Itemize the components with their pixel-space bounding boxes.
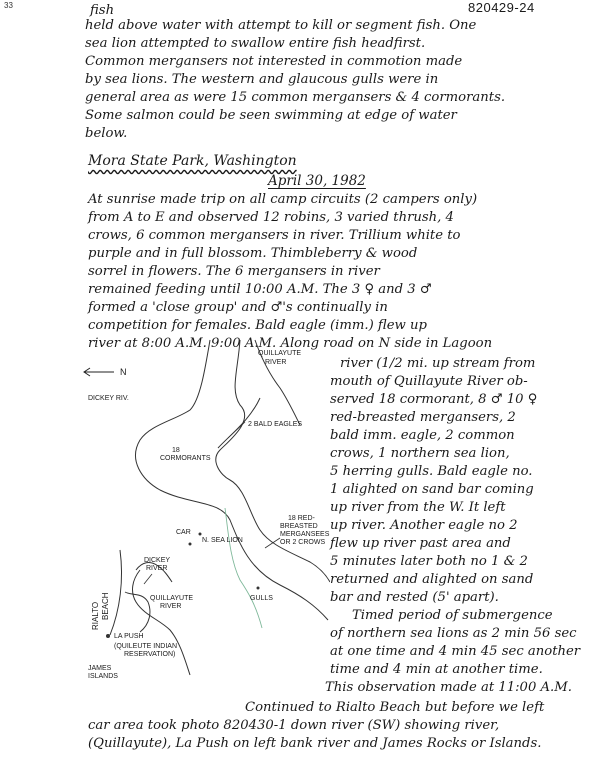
note-line: of northern sea lions as 2 min 56 sec <box>330 626 577 641</box>
river-bank-north <box>136 340 328 620</box>
eagle-arrow <box>228 422 245 438</box>
river-lower-bank <box>133 570 190 675</box>
gull-marker <box>257 587 260 590</box>
note-line: 5 herring gulls. Bald eagle no. <box>330 464 533 479</box>
map-rialto-1: RIALTO <box>91 601 100 630</box>
map-red-1: 18 RED- <box>288 515 315 522</box>
document-id: 820429-24 <box>468 0 535 15</box>
north-label: N <box>120 367 127 377</box>
map-gulls: GULLS <box>250 595 273 602</box>
river-map <box>80 330 330 692</box>
map-dickey-2: RIVER <box>146 565 168 572</box>
note-line: 1 alighted on sand bar coming <box>330 482 534 497</box>
map-car: CAR <box>176 529 191 536</box>
map-cormorants: CORMORANTS <box>160 455 211 462</box>
note-line: bar and rested (5' apart). <box>330 590 499 605</box>
note-line: time and 4 min at another time. <box>330 662 543 677</box>
note-line: mouth of Quillayute River ob- <box>330 374 528 389</box>
note-line: formed a 'close group' and ♂'s continually in <box>88 300 388 315</box>
map-james-2: ISLANDS <box>88 673 118 680</box>
note-line: red-breasted mergansers, 2 <box>330 410 516 425</box>
note-line: sea lion attempted to swallow entire fish headfirst. <box>85 36 426 51</box>
page-number: 33 <box>4 1 13 10</box>
map-river-top: RIVER <box>265 359 287 366</box>
map-indian-1: (QUILEUTE INDIAN <box>114 643 178 650</box>
note-line: held above water with attempt to kill or segment fish. One <box>85 18 477 33</box>
note-line: served 18 cormorant, 8 ♂ 10 ♀ <box>330 392 538 407</box>
map-quill-2: RIVER <box>160 603 182 610</box>
map-dickey-1: DICKEY <box>144 557 171 564</box>
note-line: Continued to Rialto Beach but before we left <box>245 700 545 715</box>
map-quill-1: QUILLAYUTE <box>150 595 194 602</box>
note-line: Some salmon could be seen swimming at edge of water <box>85 108 457 123</box>
note-line: up river. Another eagle no 2 <box>330 518 518 533</box>
merganser-arrow <box>265 538 280 548</box>
note-line: river at 8:00 A.M. 9:00 A.M. Along road on N side in Lagoon <box>88 336 493 351</box>
map-sea-lion: N. SEA LION <box>202 537 243 544</box>
note-line: 5 minutes later both no 1 & 2 <box>330 554 528 569</box>
note-line: Timed period of submergence <box>352 608 553 623</box>
map-james-1: JAMES <box>88 665 112 672</box>
note-line: flew up river past area and <box>330 536 511 551</box>
car-marker <box>189 543 192 546</box>
map-rialto-2: BEACH <box>101 592 110 620</box>
entry-date: April 30, 1982 <box>268 173 366 189</box>
map-red-3: MERGANSEES <box>280 531 330 538</box>
note-line: This observation made at 11:00 A.M. <box>325 680 572 695</box>
note-line: from A to E and observed 12 robins, 3 varied thrush, 4 <box>88 210 454 225</box>
la-push-marker <box>106 634 110 638</box>
sea-lion-marker <box>199 533 202 536</box>
note-line: below. <box>85 126 128 141</box>
note-line: At sunrise made trip on all camp circuits (2 campers only) <box>88 192 478 207</box>
map-red-4: OR 2 CROWS <box>280 539 326 546</box>
note-line: (Quillayute), La Push on left bank river and James Rocks or Islands. <box>88 736 542 751</box>
note-line: car area took photo 820430-1 down river (SW) showing river, <box>88 718 500 733</box>
note-line: purple and in full blossom. Thimbleberry & wood <box>88 246 418 261</box>
note-line: bald imm. eagle, 2 common <box>330 428 515 443</box>
note-line: general area as were 15 common mergansers & 4 cormorants. <box>85 90 506 105</box>
note-line: river (1/2 mi. up stream from <box>340 356 536 371</box>
map-dickey-riv: DICKEY RIV. <box>88 395 129 402</box>
note-line: returned and alighted on sand <box>330 572 534 587</box>
note-line: crows, 1 northern sea lion, <box>330 446 510 461</box>
location-heading: Mora State Park, Washington <box>88 153 297 169</box>
map-cormorants-num: 18 <box>172 447 180 454</box>
map-quillayute-top: QUILLAYUTE <box>258 350 302 357</box>
note-line: fish <box>90 3 115 18</box>
note-line: competition for females. Bald eagle (imm.) flew up <box>88 318 427 333</box>
note-line: by sea lions. The western and glaucous gulls were in <box>85 72 439 87</box>
map-bald-eagles: 2 BALD EAGLES <box>248 421 303 428</box>
map-indian-2: RESERVATION) <box>124 651 176 658</box>
beach-line <box>110 550 122 635</box>
map-red-2: BREASTED <box>280 523 318 530</box>
map-la-push: LA PUSH <box>114 633 144 640</box>
note-line: crows, 6 common mergansers in river. Trillium white to <box>88 228 461 243</box>
dickey-arrow <box>144 574 152 584</box>
note-line: up river from the W. It left <box>330 500 506 515</box>
note-line: Common mergansers not interested in commotion made <box>85 54 463 69</box>
note-line: at one time and 4 min 45 sec another <box>330 644 581 659</box>
note-line: remained feeding until 10:00 A.M. The 3 ♀ and 3 ♂ <box>88 282 432 297</box>
note-line: sorrel in flowers. The 6 mergansers in river <box>88 264 380 279</box>
